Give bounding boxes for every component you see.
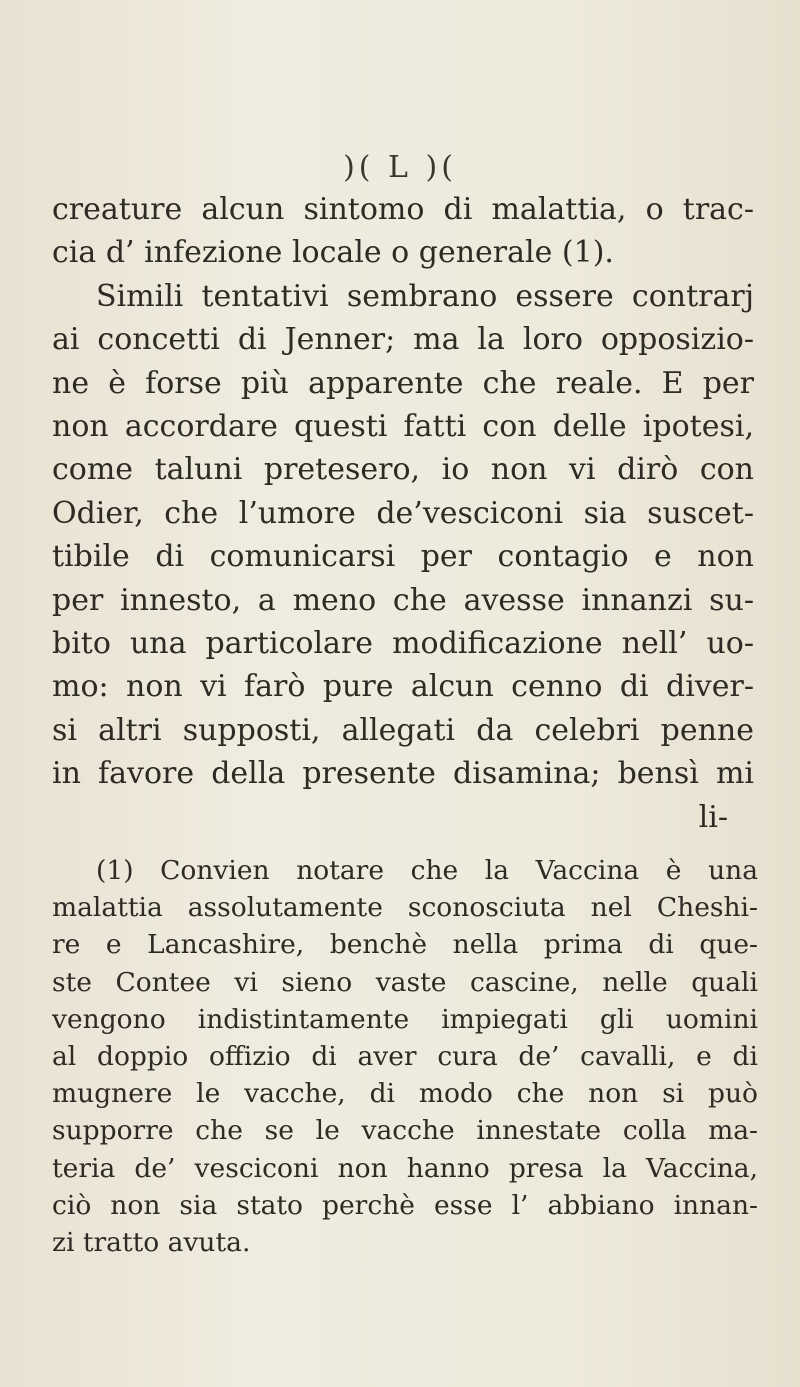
text-line: per innesto, a meno che avesse innanzi su- [52,582,754,618]
footnote-line: mugnere le vacche, di modo che non si può [52,1078,758,1110]
footnote [52,852,758,1261]
text-line: cia d’ infezione locale o generale (1). [52,235,614,271]
text-line: ai concetti di Jenner; ma la loro opposizio- [52,322,754,358]
text-line: mo: non vi farò pure alcun cenno di diver- [52,669,754,705]
text-line: ne è forse più apparente che reale. E per [52,365,754,401]
catchword: li- [698,799,728,835]
footnote-line: zi tratto avuta. [52,1227,251,1259]
footnote-line: re e Lancashire, benchè nella prima di que- [52,929,758,961]
main-text [52,188,754,839]
footnote-line: vengono indistintamente impiegati gli uomini [52,1003,758,1035]
text-line: creature alcun sintomo di malattia, o trac- [52,192,754,227]
running-head: )( L )( [343,150,457,185]
footnote-line: malattia assolutamente sconosciuta nel Cheshi- [52,892,758,924]
text-line: Simili tentativi sembrano essere contrarj [96,278,754,314]
text-line: come taluni pretesero, io non vi dirò con [52,452,754,488]
footnote-line: ciò non sia stato perchè esse l’ abbiano innan- [52,1189,758,1221]
text-line: non accordare questi fatti con delle ipotesi, [52,409,754,445]
footnote-line: al doppio offizio di aver cura de’ cavalli, e di [52,1041,758,1073]
text-line: tibile di comunicarsi per contagio e non [52,539,754,575]
text-line: in favore della presente disamina; bensì mi [52,756,754,792]
footnote-line: supporre che se le vacche innestate colla ma- [52,1115,758,1147]
text-line: Odier, che l’umore de’vesciconi sia suscet- [52,495,754,531]
footnote-line: ste Contee vi sieno vaste cascine, nelle quali [52,966,758,998]
text-line: bito una particolare modificazione nell’ uo- [52,626,754,662]
footnote-line: (1) Convien notare che la Vaccina è una [96,855,758,886]
footnote-line: teria de’ vesciconi non hanno presa la Vaccina, [52,1152,758,1184]
text-line: si altri supposti, allegati da celebri penne [52,712,754,748]
